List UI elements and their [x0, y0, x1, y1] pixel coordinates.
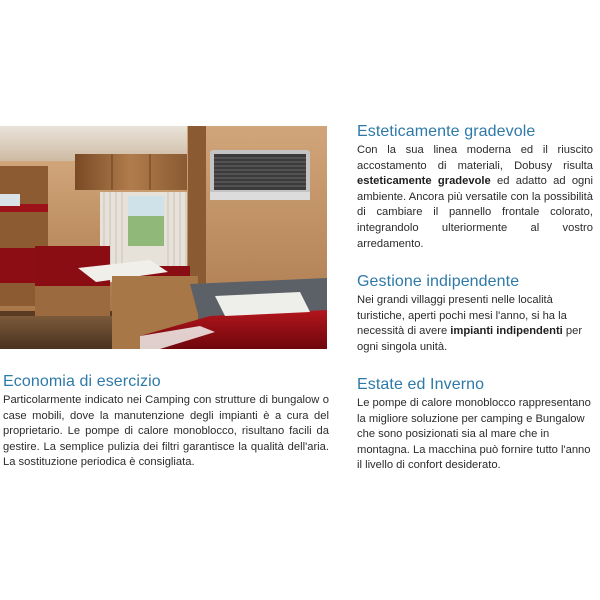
section-text	[357, 293, 593, 355]
section-text: Le pompe di calore monoblocco rappresentano la migliore soluzione per camping e Bungalow che sono posizionati sia al mare che in montagna. La macchina può fornire tutto l'anno il livello di confort desiderato.	[357, 397, 591, 472]
section-esteticamente-gradevole	[357, 123, 593, 252]
text-part: per ogni singola unità.	[357, 325, 583, 353]
section-title: Gestione indipendente	[357, 273, 520, 290]
bold-text: esteticamente gradevole	[357, 175, 491, 188]
section-gestione-indipendente	[357, 273, 593, 355]
section-text: Particolarmente indicato nei Camping con strutture di bungalow o case mobili, dove la manutenzione degli impianti è a cura del proprietario. Le pompe di calore monoblocco, risultano facili da gestire. La semplice pulizia dei filtri garantisce la qualità dell'aria. La sostituzione periodica è consigliata.	[3, 394, 329, 469]
camper-interior-illustration	[0, 126, 327, 349]
air-conditioner	[210, 150, 310, 200]
camper-interior-photo	[0, 126, 327, 349]
bold-text: impianti indipendenti	[450, 325, 563, 338]
section-title: Economia di esercizio	[3, 373, 161, 390]
text-part: ed adatto ad ogni ambiente. Ancora più versatile con la possibilità di cambiare il pannello frontale colorato, integrandolo ulteriormente al vostro arredamento.	[357, 175, 593, 250]
text-part: Con la sua linea moderna ed il riuscito accostamento di materiali, Dobusy risulta	[357, 144, 593, 172]
text-part: Nei grandi villaggi presenti nelle località turistiche, aperti pochi mesi l'anno, si ha la necessità di avere	[357, 294, 567, 338]
section-estate-ed-inverno	[357, 376, 593, 474]
section-title: Estate ed Inverno	[357, 376, 485, 393]
section-text	[357, 143, 593, 252]
section-title: Esteticamente gradevole	[357, 123, 536, 140]
section-economia-di-esercizio	[3, 373, 329, 471]
